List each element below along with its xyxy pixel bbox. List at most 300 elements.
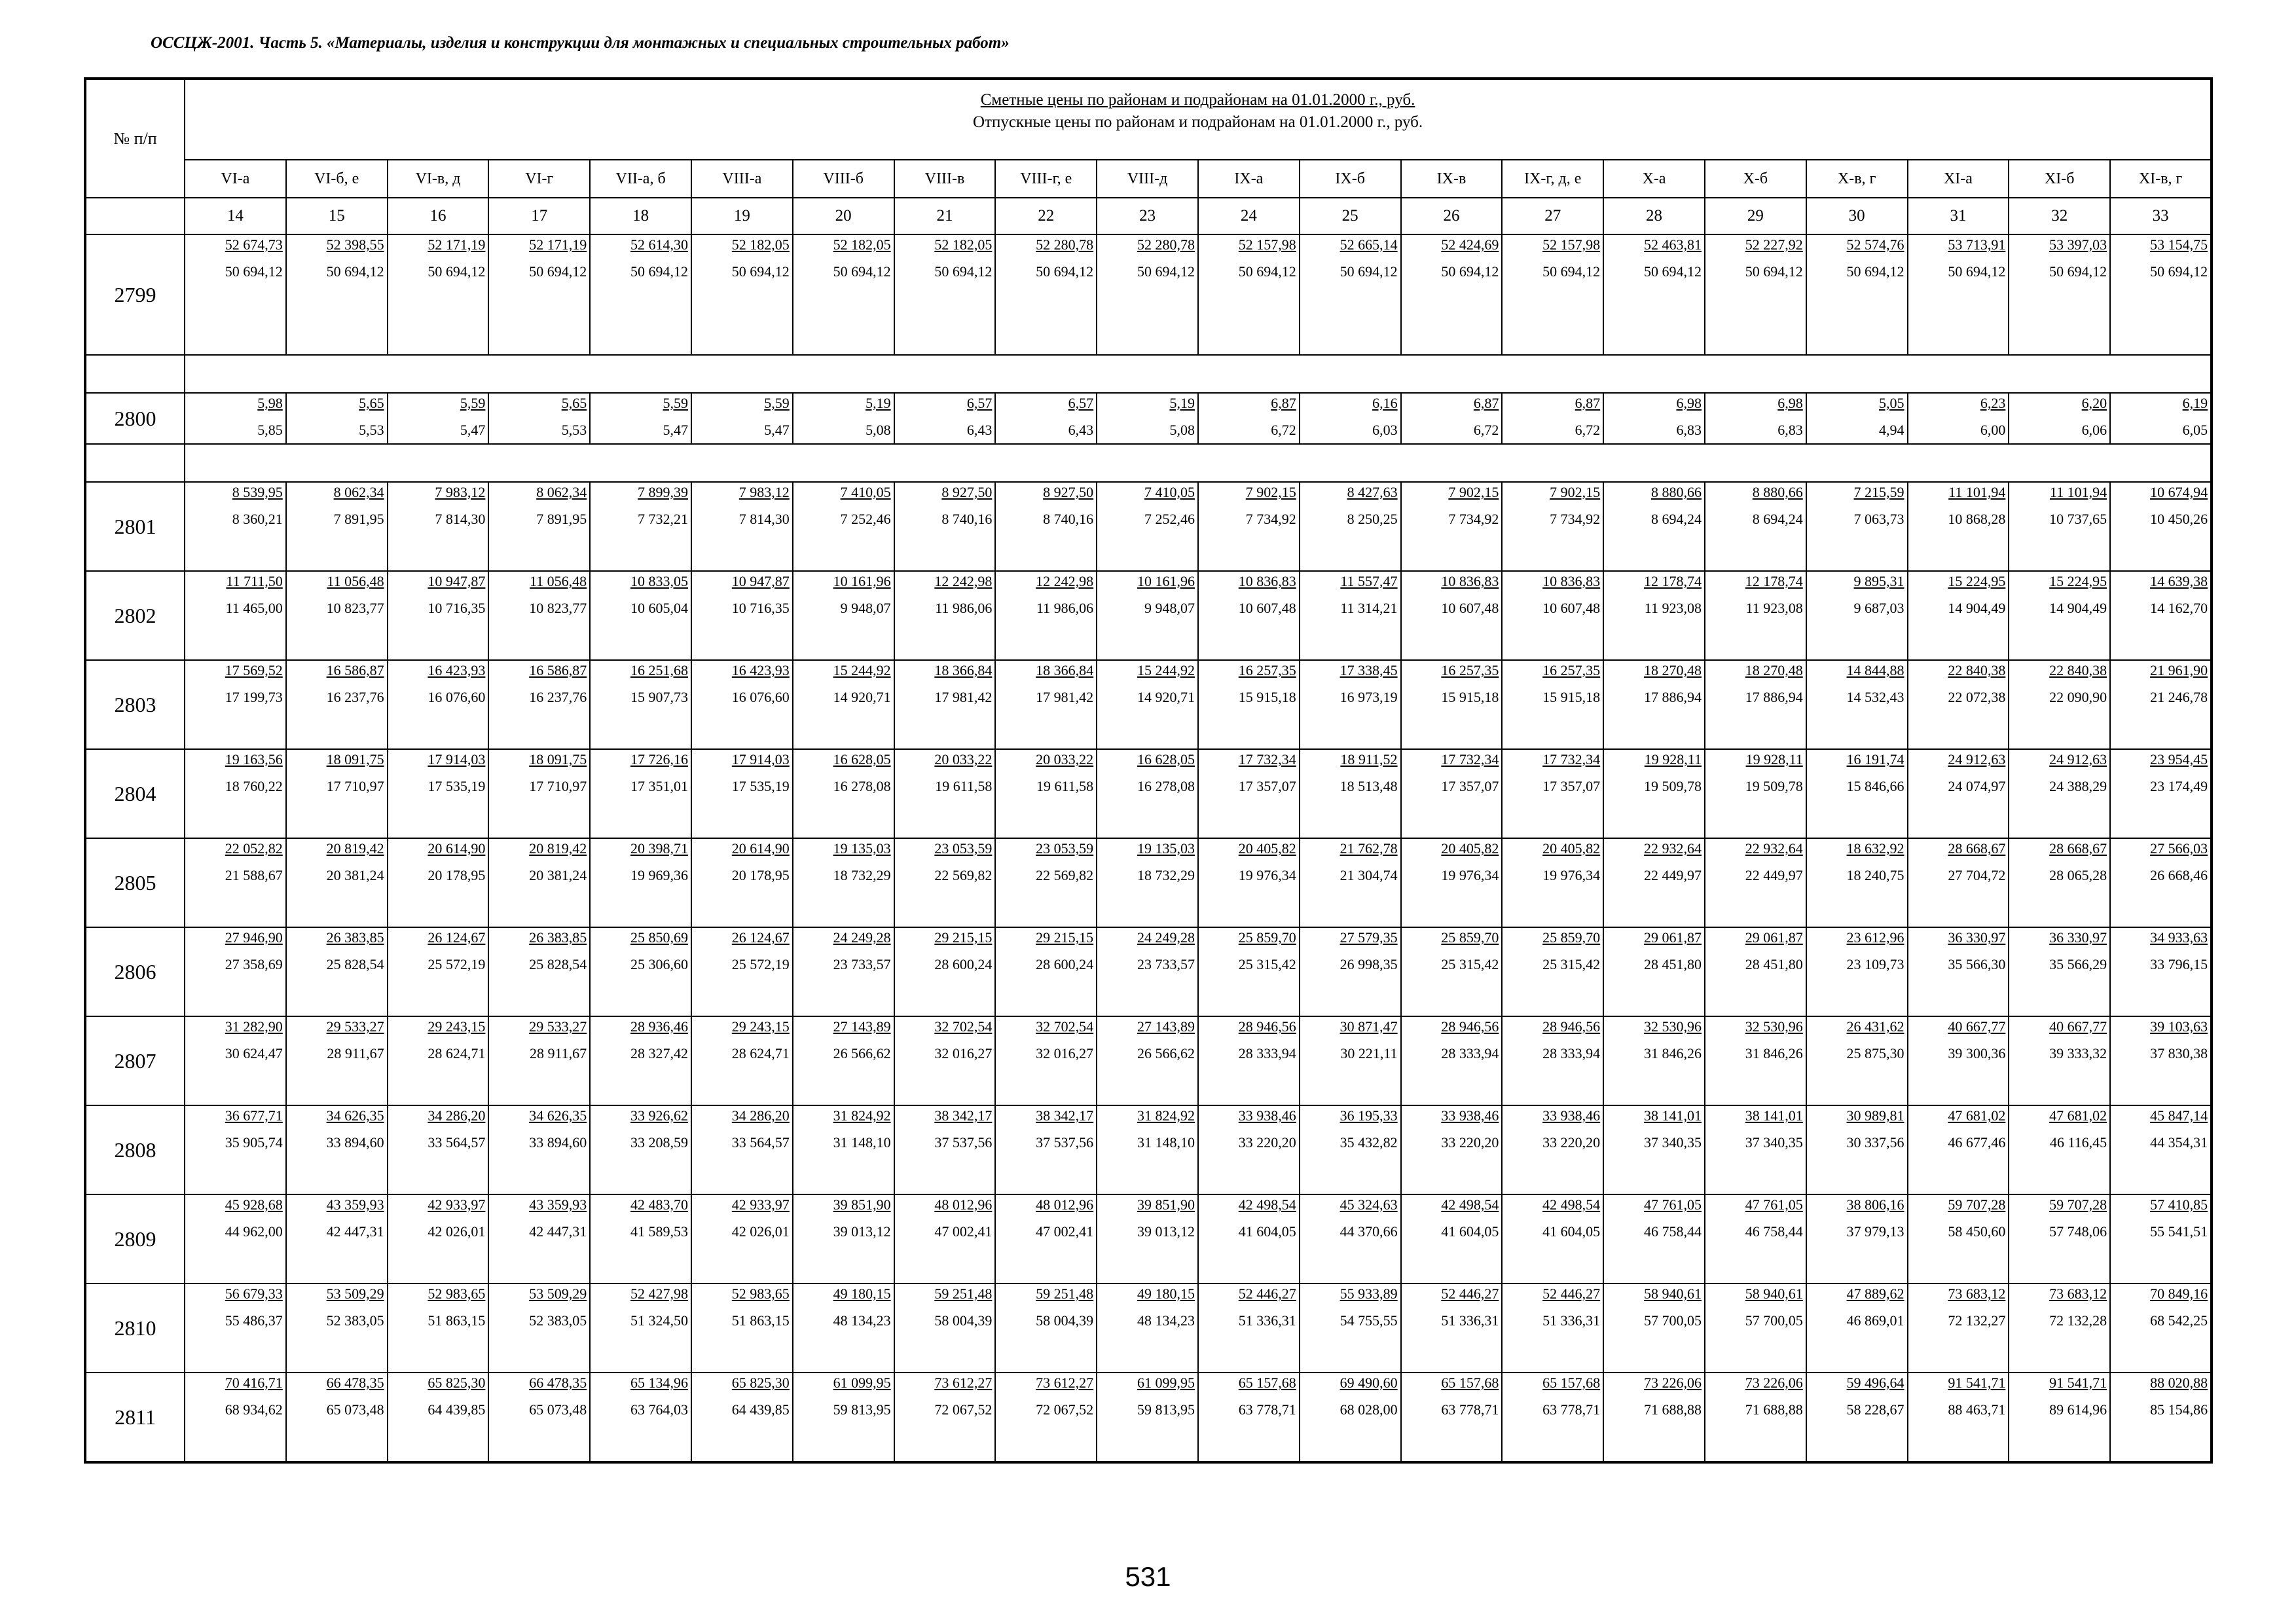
region-header: X-в, г	[1806, 160, 1908, 198]
release-price: 57 700,05	[1745, 1312, 1803, 1329]
release-price: 57 748,06	[2049, 1223, 2107, 1240]
price-cell	[286, 1016, 388, 1105]
price-cell	[1603, 1283, 1705, 1373]
estimate-price: 66 478,35	[326, 1375, 384, 1391]
estimate-price: 29 061,87	[1643, 929, 1702, 946]
price-cell	[2110, 393, 2212, 444]
release-price: 46 758,44	[1643, 1223, 1702, 1240]
estimate-price: 20 405,82	[1238, 840, 1296, 857]
release-price: 64 439,85	[731, 1401, 790, 1418]
release-price: 5,53	[359, 422, 384, 438]
release-price: 51 336,31	[1441, 1312, 1499, 1329]
estimate-price: 30 871,47	[1339, 1018, 1398, 1035]
estimate-price: 7 983,12	[435, 484, 486, 500]
price-cell	[793, 927, 894, 1016]
estimate-price: 6,98	[1777, 395, 1803, 411]
column-number: 19	[691, 198, 793, 234]
price-cell	[1198, 1373, 1300, 1462]
table-row	[85, 660, 2212, 749]
column-number: 25	[1300, 198, 1401, 234]
price-cell	[1806, 1016, 1908, 1105]
price-cell	[286, 660, 388, 749]
price-cell	[185, 393, 286, 444]
price-cell	[1097, 1016, 1198, 1105]
estimate-price: 39 103,63	[2150, 1018, 2208, 1035]
release-price: 46 758,44	[1745, 1223, 1803, 1240]
column-number: 18	[590, 198, 691, 234]
price-cell	[1603, 927, 1705, 1016]
estimate-price: 59 707,28	[2049, 1196, 2107, 1213]
price-cell	[1806, 1283, 1908, 1373]
estimate-price: 32 530,96	[1745, 1018, 1803, 1035]
row-number: 2799	[85, 234, 185, 355]
release-price: 7 734,92	[1448, 511, 1499, 527]
column-number: 33	[2110, 198, 2212, 234]
estimate-price: 21 762,78	[1339, 840, 1398, 857]
release-price: 33 220,20	[1441, 1134, 1499, 1151]
release-price: 33 220,20	[1238, 1134, 1296, 1151]
release-price: 9 948,07	[1144, 600, 1195, 616]
release-price: 35 566,30	[1948, 956, 2006, 972]
release-price: 51 336,31	[1542, 1312, 1601, 1329]
estimate-price: 88 020,88	[2150, 1375, 2208, 1391]
estimate-price: 31 282,90	[225, 1018, 283, 1035]
estimate-price: 36 330,97	[1948, 929, 2006, 946]
price-cell	[488, 1105, 590, 1194]
price-cell	[1097, 234, 1198, 355]
price-cell	[1705, 1283, 1806, 1373]
price-cell	[691, 1373, 793, 1462]
price-cell	[793, 1373, 894, 1462]
page-number: 531	[1125, 1561, 1171, 1592]
estimate-price: 29 061,87	[1745, 929, 1803, 946]
release-price: 42 447,31	[326, 1223, 384, 1240]
release-price: 22 449,97	[1643, 867, 1702, 883]
table-row	[85, 1016, 2212, 1105]
release-price: 8 250,25	[1347, 511, 1398, 527]
region-row	[85, 160, 2212, 198]
release-price: 37 537,56	[934, 1134, 993, 1151]
release-price: 6,72	[1271, 422, 1296, 438]
estimate-price: 23 053,59	[934, 840, 993, 857]
price-cell	[1300, 660, 1401, 749]
region-header: IX-а	[1198, 160, 1300, 198]
estimate-price: 65 825,30	[428, 1375, 486, 1391]
estimate-price: 24 249,28	[1137, 929, 1195, 946]
estimate-price: 28 936,46	[630, 1018, 688, 1035]
estimate-price: 6,23	[1980, 395, 2006, 411]
price-cell	[1908, 660, 2009, 749]
price-cell	[1502, 1283, 1603, 1373]
price-cell	[1502, 234, 1603, 355]
release-price: 65 073,48	[529, 1401, 587, 1418]
release-price: 63 778,71	[1238, 1401, 1296, 1418]
release-price: 19 969,36	[630, 867, 688, 883]
estimate-price: 52 983,65	[731, 1285, 790, 1302]
column-number: 26	[1401, 198, 1503, 234]
price-cell	[1806, 1194, 1908, 1283]
estimate-price: 34 626,35	[529, 1107, 587, 1124]
estimate-price: 16 257,35	[1542, 662, 1601, 678]
price-cell	[894, 660, 996, 749]
estimate-price: 7 215,59	[1853, 484, 1904, 500]
release-price: 10 450,26	[2150, 511, 2208, 527]
price-cell	[1908, 1283, 2009, 1373]
release-price: 63 764,03	[630, 1401, 688, 1418]
release-price: 24 074,97	[1948, 778, 2006, 794]
release-price: 46 116,45	[2049, 1134, 2107, 1151]
estimate-price: 52 280,78	[1036, 236, 1094, 253]
release-price: 30 624,47	[225, 1045, 283, 1061]
column-number: 27	[1502, 198, 1603, 234]
estimate-price: 7 902,15	[1448, 484, 1499, 500]
row-number: 2802	[85, 571, 185, 660]
price-cell	[1097, 393, 1198, 444]
release-price: 52 383,05	[529, 1312, 587, 1329]
price-cell	[1198, 749, 1300, 838]
estimate-price: 70 849,16	[2150, 1285, 2208, 1302]
price-cell	[1198, 838, 1300, 927]
price-cell	[691, 1194, 793, 1283]
price-cell	[590, 838, 691, 927]
price-cell	[488, 393, 590, 444]
estimate-price: 19 135,03	[1137, 840, 1195, 857]
release-price: 41 604,05	[1542, 1223, 1601, 1240]
price-cell	[1908, 927, 2009, 1016]
row-number: 2804	[85, 749, 185, 838]
release-price: 10 823,77	[529, 600, 587, 616]
release-price: 8 694,24	[1752, 511, 1803, 527]
price-cell	[2110, 1283, 2212, 1373]
estimate-price: 73 683,12	[1948, 1285, 2006, 1302]
price-cell	[691, 1016, 793, 1105]
price-cell	[691, 1105, 793, 1194]
release-price: 63 778,71	[1441, 1401, 1499, 1418]
estimate-price: 25 859,70	[1542, 929, 1601, 946]
price-cell	[286, 571, 388, 660]
release-price: 39 333,32	[2049, 1045, 2107, 1061]
price-cell	[1908, 1373, 2009, 1462]
release-price: 51 336,31	[1238, 1312, 1296, 1329]
release-price: 47 002,41	[934, 1223, 993, 1240]
estimate-price: 42 498,54	[1542, 1196, 1601, 1213]
estimate-price: 56 679,33	[225, 1285, 283, 1302]
price-cell	[2009, 660, 2110, 749]
release-price: 68 542,25	[2150, 1312, 2208, 1329]
price-cell	[2110, 571, 2212, 660]
estimate-price: 33 938,46	[1238, 1107, 1296, 1124]
estimate-price: 5,19	[866, 395, 891, 411]
release-price: 22 569,82	[934, 867, 993, 883]
price-cell	[590, 927, 691, 1016]
price-cell	[388, 1194, 489, 1283]
estimate-price: 52 665,14	[1339, 236, 1398, 253]
estimate-price: 39 851,90	[1137, 1196, 1195, 1213]
price-cell	[1603, 749, 1705, 838]
release-price: 16 278,08	[1137, 778, 1195, 794]
estimate-price: 16 423,93	[731, 662, 790, 678]
release-price: 55 486,37	[225, 1312, 283, 1329]
release-price: 35 566,29	[2049, 956, 2107, 972]
column-number: 23	[1097, 198, 1198, 234]
release-price: 16 237,76	[529, 689, 587, 705]
estimate-price: 26 124,67	[428, 929, 486, 946]
estimate-price: 6,19	[2182, 395, 2208, 411]
spacer-row	[85, 355, 2212, 393]
column-number: 24	[1198, 198, 1300, 234]
release-price: 6,43	[966, 422, 993, 438]
price-cell	[1705, 838, 1806, 927]
release-price: 28 065,28	[2049, 867, 2107, 883]
price-table	[84, 77, 2213, 1464]
row-number: 2808	[85, 1105, 185, 1194]
release-price: 11 465,00	[225, 600, 283, 616]
estimate-price: 47 681,02	[2049, 1107, 2107, 1124]
price-cell	[185, 1016, 286, 1105]
release-price: 50 694,12	[428, 263, 486, 280]
estimate-price: 66 478,35	[529, 1375, 587, 1391]
price-cell	[1705, 660, 1806, 749]
price-cell	[995, 660, 1097, 749]
estimate-price: 29 243,15	[428, 1018, 486, 1035]
region-header: IX-г, д, е	[1502, 160, 1603, 198]
price-cell	[1806, 571, 1908, 660]
price-cell	[1300, 838, 1401, 927]
release-price: 21 246,78	[2150, 689, 2208, 705]
price-cell	[894, 1016, 996, 1105]
estimate-price: 16 257,35	[1441, 662, 1499, 678]
column-number: 31	[1908, 198, 2009, 234]
price-cell	[1806, 482, 1908, 571]
estimate-price: 23 954,45	[2150, 751, 2208, 767]
price-cell	[1603, 1016, 1705, 1105]
estimate-price: 58 940,61	[1643, 1285, 1702, 1302]
price-cell	[1603, 234, 1705, 355]
column-number: 22	[995, 198, 1097, 234]
region-header: VI-г	[488, 160, 590, 198]
estimate-price: 73 612,27	[1036, 1375, 1094, 1391]
release-price: 48 134,23	[1137, 1312, 1195, 1329]
release-price: 58 004,39	[1036, 1312, 1094, 1329]
region-header: XI-б	[2009, 160, 2110, 198]
price-cell	[286, 482, 388, 571]
release-price: 57 700,05	[1643, 1312, 1702, 1329]
release-price: 5,53	[561, 422, 587, 438]
release-price: 85 154,86	[2150, 1401, 2208, 1418]
estimate-price: 73 226,06	[1643, 1375, 1702, 1391]
price-cell	[388, 393, 489, 444]
estimate-price: 65 825,30	[731, 1375, 790, 1391]
price-cell	[590, 1283, 691, 1373]
price-cell	[590, 1105, 691, 1194]
release-price: 71 688,88	[1745, 1401, 1803, 1418]
price-cell	[185, 1373, 286, 1462]
release-price: 10 868,28	[1948, 511, 2006, 527]
price-cell	[691, 838, 793, 927]
price-cell	[286, 393, 388, 444]
estimate-price: 5,59	[663, 395, 688, 411]
release-price: 9 687,03	[1853, 600, 1904, 616]
price-cell	[1502, 660, 1603, 749]
price-cell	[1198, 571, 1300, 660]
release-price: 26 998,35	[1339, 956, 1398, 972]
release-price: 31 846,26	[1643, 1045, 1702, 1061]
price-cell	[1806, 1105, 1908, 1194]
release-price: 7 891,95	[333, 511, 384, 527]
price-cell	[691, 393, 793, 444]
estimate-price: 28 668,67	[2049, 840, 2107, 857]
price-cell	[1502, 393, 1603, 444]
estimate-price: 8 927,50	[1043, 484, 1094, 500]
estimate-price: 28 946,56	[1441, 1018, 1499, 1035]
price-cell	[1705, 234, 1806, 355]
estimate-price: 43 359,93	[529, 1196, 587, 1213]
price-cell	[894, 234, 996, 355]
release-price: 54 755,55	[1339, 1312, 1398, 1329]
region-header: X-а	[1603, 160, 1705, 198]
estimate-price: 43 359,93	[326, 1196, 384, 1213]
price-cell	[2110, 838, 2212, 927]
estimate-price: 34 286,20	[731, 1107, 790, 1124]
release-price: 7 063,73	[1853, 511, 1904, 527]
estimate-price: 16 191,74	[1846, 751, 1904, 767]
estimate-price: 25 859,70	[1441, 929, 1499, 946]
row-number: 2810	[85, 1283, 185, 1373]
price-cell	[894, 393, 996, 444]
estimate-price: 22 840,38	[2049, 662, 2107, 678]
price-cell	[793, 234, 894, 355]
estimate-price: 53 713,91	[1948, 236, 2006, 253]
price-cell	[2110, 927, 2212, 1016]
price-cell	[388, 1283, 489, 1373]
estimate-price: 25 850,69	[630, 929, 688, 946]
price-cell	[1097, 1373, 1198, 1462]
price-cell	[1300, 1105, 1401, 1194]
release-price: 28 333,94	[1238, 1045, 1296, 1061]
price-cell	[1097, 660, 1198, 749]
estimate-price: 16 586,87	[326, 662, 384, 678]
estimate-price: 38 342,17	[934, 1107, 993, 1124]
release-price: 25 828,54	[529, 956, 587, 972]
estimate-price: 29 215,15	[1036, 929, 1094, 946]
release-price: 19 611,58	[1036, 778, 1094, 794]
release-price: 37 340,35	[1745, 1134, 1803, 1151]
column-number: 30	[1806, 198, 1908, 234]
release-price: 26 566,62	[833, 1045, 891, 1061]
price-cell	[995, 393, 1097, 444]
price-cell	[793, 393, 894, 444]
release-price: 14 904,49	[1948, 600, 2006, 616]
release-price: 28 333,94	[1441, 1045, 1499, 1061]
title-release: Отпускные цены по районам и подрайонам на 01.01.2000 г., руб.	[972, 113, 1423, 131]
price-cell	[1401, 393, 1503, 444]
region-header: VI-в, д	[388, 160, 489, 198]
price-cell	[2009, 1283, 2110, 1373]
price-cell	[488, 234, 590, 355]
estimate-price: 18 091,75	[529, 751, 587, 767]
estimate-price: 70 416,71	[225, 1375, 283, 1391]
estimate-price: 65 157,68	[1542, 1375, 1601, 1391]
estimate-price: 65 157,68	[1238, 1375, 1296, 1391]
price-cell	[1097, 482, 1198, 571]
estimate-price: 17 569,52	[225, 662, 283, 678]
empty-cell	[185, 444, 2212, 482]
title-estimate: Сметные цены по районам и подрайонам на 01.01.2000 г., руб.	[980, 91, 1415, 109]
price-cell	[185, 927, 286, 1016]
estimate-price: 52 227,92	[1745, 236, 1803, 253]
estimate-price: 36 195,33	[1339, 1107, 1398, 1124]
estimate-price: 18 270,48	[1745, 662, 1803, 678]
release-price: 50 694,12	[529, 263, 587, 280]
release-price: 50 694,12	[1542, 263, 1601, 280]
price-cell	[590, 571, 691, 660]
estimate-price: 29 533,27	[529, 1018, 587, 1035]
release-price: 41 604,05	[1238, 1223, 1296, 1240]
estimate-price: 36 677,71	[225, 1107, 283, 1124]
estimate-price: 52 463,81	[1643, 236, 1702, 253]
release-price: 63 778,71	[1542, 1401, 1601, 1418]
price-cell	[894, 1194, 996, 1283]
estimate-price: 91 541,71	[1948, 1375, 2006, 1391]
region-header: VI-а	[185, 160, 286, 198]
price-cell	[1198, 660, 1300, 749]
release-price: 30 221,11	[1340, 1045, 1398, 1061]
price-cell	[1198, 1283, 1300, 1373]
estimate-price: 10 836,83	[1238, 573, 1296, 589]
price-cell	[1198, 234, 1300, 355]
estimate-price: 7 899,39	[637, 484, 688, 500]
release-price: 44 962,00	[225, 1223, 283, 1240]
price-cell	[2009, 838, 2110, 927]
release-price: 5,08	[866, 422, 891, 438]
price-cell	[1908, 571, 2009, 660]
release-price: 31 148,10	[1137, 1134, 1195, 1151]
release-price: 32 016,27	[1036, 1045, 1094, 1061]
estimate-price: 19 163,56	[225, 751, 283, 767]
price-cell	[2110, 1016, 2212, 1105]
price-cell	[995, 1016, 1097, 1105]
release-price: 16 973,19	[1339, 689, 1398, 705]
release-price: 33 564,57	[731, 1134, 790, 1151]
table-title	[185, 79, 2212, 160]
release-price: 19 509,78	[1745, 778, 1803, 794]
release-price: 88 463,71	[1948, 1401, 2006, 1418]
release-price: 72 132,27	[1948, 1312, 2006, 1329]
release-price: 51 324,50	[630, 1312, 688, 1329]
price-cell	[793, 838, 894, 927]
price-cell	[1300, 1283, 1401, 1373]
region-header: XI-а	[1908, 160, 2009, 198]
estimate-price: 8 062,34	[536, 484, 587, 500]
release-price: 10 737,65	[2049, 511, 2107, 527]
estimate-price: 18 270,48	[1643, 662, 1702, 678]
price-cell	[388, 838, 489, 927]
release-price: 46 869,01	[1846, 1312, 1904, 1329]
release-price: 14 532,43	[1846, 689, 1904, 705]
estimate-price: 14 844,88	[1846, 662, 1904, 678]
release-price: 28 624,71	[428, 1045, 486, 1061]
release-price: 17 981,42	[934, 689, 993, 705]
release-price: 6,83	[1777, 422, 1803, 438]
price-cell	[388, 1105, 489, 1194]
release-price: 19 976,34	[1238, 867, 1296, 883]
release-price: 6,83	[1676, 422, 1702, 438]
estimate-price: 20 033,22	[934, 751, 993, 767]
release-price: 5,47	[460, 422, 486, 438]
price-cell	[1806, 927, 1908, 1016]
price-cell	[2009, 234, 2110, 355]
release-price: 89 614,96	[2049, 1401, 2107, 1418]
